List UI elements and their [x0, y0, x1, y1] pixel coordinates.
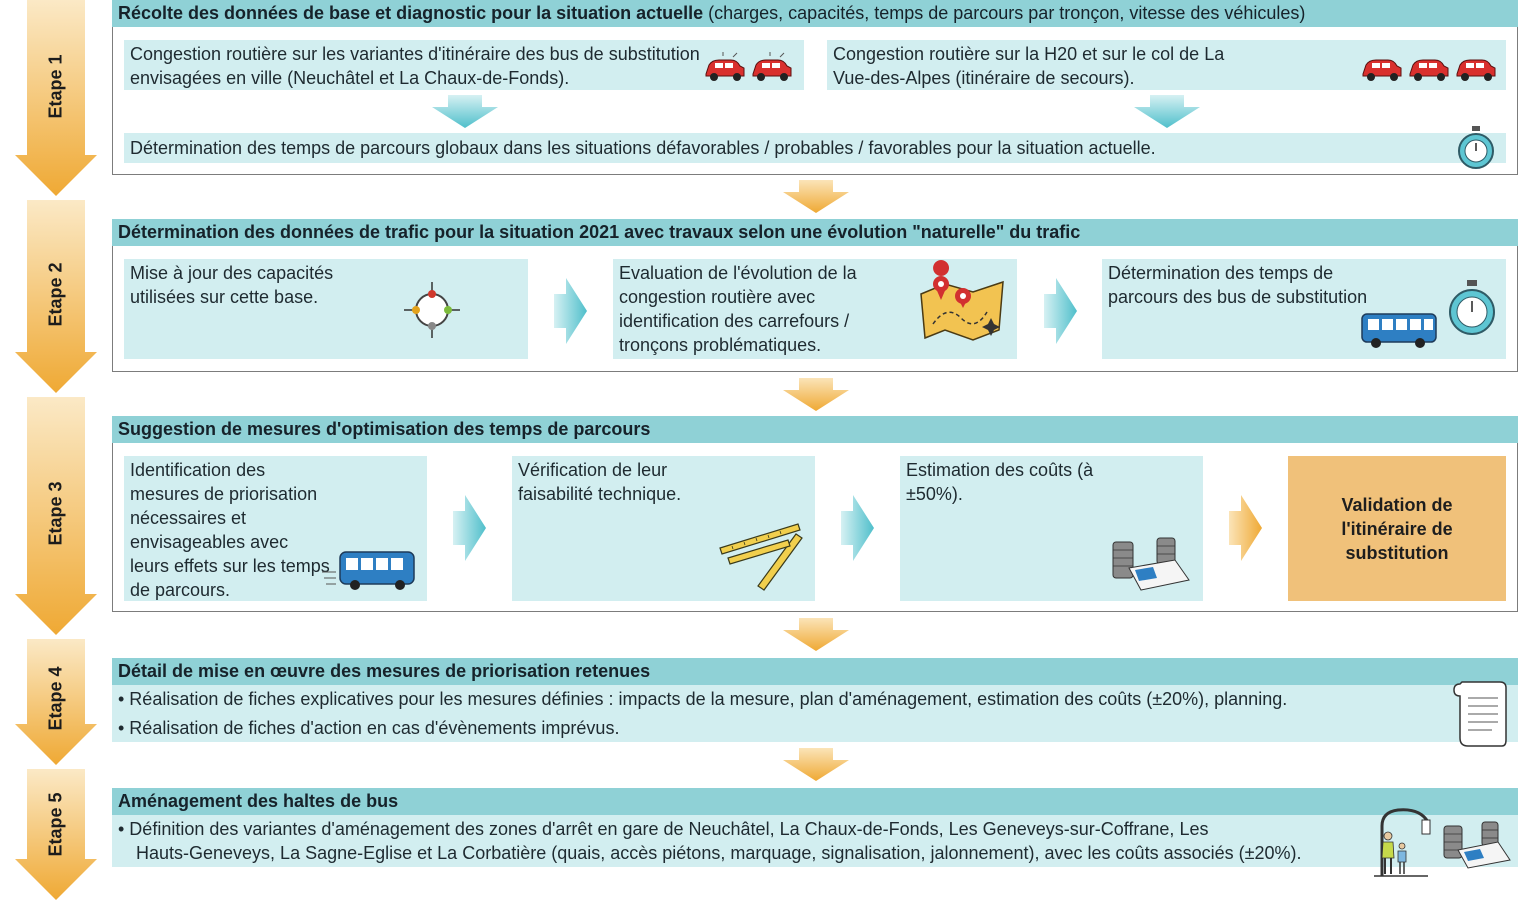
step2-header-text: Détermination des données de trafic pour la situation 2021 avec travaux selon une évolution "naturelle" du trafic [118, 222, 1081, 242]
step2-header [112, 219, 1518, 246]
validation-text: Validation de l'itinéraire de substitution [1341, 494, 1453, 563]
right-arrow-orange [1229, 493, 1263, 563]
step1-box-left [124, 40, 804, 90]
step-connector-arrow [781, 180, 851, 214]
step2-box-1 [124, 259, 528, 359]
right-arrow-teal [1044, 276, 1078, 346]
step-connector-arrow [781, 748, 851, 782]
step3-box-3-text: Estimation des coûts (à ±50%). [906, 460, 1094, 504]
car-icon [1360, 52, 1500, 82]
step3-box-2-text: Vérification de leur faisabilité technique. [518, 460, 682, 504]
coins-icon [1442, 820, 1512, 870]
step1-header-normal: (charges, capacités, temps de parcours par tronçon, vitesse des véhicules) [703, 3, 1306, 23]
step-label-2: Etape 2 [45, 262, 66, 327]
step-connector-arrow [781, 618, 851, 652]
stopwatch-icon [1447, 280, 1497, 336]
step1-box-bottom [124, 133, 1506, 163]
step1-header [112, 0, 1518, 27]
right-arrow-teal [453, 493, 487, 563]
bus-icon [1360, 310, 1440, 350]
step1-box-left-text: Congestion routière sur les variantes d'itinéraire des bus de substitution envisagées en ville (Neuchâtel et La Chaux-de-Fonds). [130, 44, 700, 88]
scroll-icon [1452, 678, 1508, 750]
step4-header [112, 658, 1518, 685]
step5-bullet-1-line-1: • Définition des variantes d'aménagement des zones d'arrêt en gare de Neuchâtel, La Chaux-de-Fonds, Les Geneveys-sur-Coffrane, Les [118, 819, 1209, 839]
right-arrow-teal [841, 493, 875, 563]
step3-box-1-text: Identification des mesures de priorisation nécessaires et envisageables avec leurs effets sur les temps de parcours. [130, 460, 330, 600]
step2-box-3 [1102, 259, 1506, 359]
crosshair-icon [402, 280, 462, 340]
step3-header-text: Suggestion de mesures d'optimisation des temps de parcours [118, 419, 651, 439]
step2-box-1-text: Mise à jour des capacités utilisées sur cette base. [130, 263, 334, 307]
step5-header [112, 788, 1518, 815]
ruler-icon [718, 520, 808, 590]
down-arrow-teal [430, 95, 500, 129]
step4-bullet-2: • Réalisation de fiches d'action en cas d'évènements imprévus. [118, 718, 620, 738]
step-connector-arrow [781, 378, 851, 412]
step4-header-text: Détail de mise en œuvre des mesures de priorisation retenues [118, 661, 651, 681]
step-label-4: Etape 4 [45, 666, 66, 731]
step-label-5: Etape 5 [45, 792, 66, 857]
bus-icon [320, 548, 420, 593]
step4-bullet-1: • Réalisation de fiches explicatives pour les mesures définies : impacts de la mesure, plan d'aménagement, estimation des coûts (±20%), planning. [118, 689, 1288, 709]
validation-box [1288, 456, 1506, 601]
down-arrow-teal [1132, 95, 1202, 129]
step2-box-3-text: Détermination des temps de parcours des bus de substitution [1108, 263, 1368, 307]
step-label-3: Etape 3 [45, 481, 66, 546]
step5-header-text: Aménagement des haltes de bus [118, 791, 399, 811]
step5-bullet-1-line-2: Hauts-Geneveys, La Sagne-Eglise et La Corbatière (quais, accès piétons, marquage, signalisation, jalonnement), avec les coûts associés (±20%). [136, 843, 1302, 863]
car-icon [703, 52, 803, 82]
step1-box-bottom-text: Détermination des temps de parcours globaux dans les situations défavorables / probables / favorables pour la situation actuelle. [130, 138, 1156, 158]
step3-header [112, 416, 1518, 443]
step1-box-right-text: Congestion routière sur la H20 et sur le col de La Vue-des-Alpes (itinéraire de secours). [833, 44, 1225, 88]
step-label-1: Etape 1 [45, 54, 66, 119]
step2-box-2-text: Evaluation de l'évolution de la congestion routière avec identification des carrefours / tronçons problématiques. [619, 263, 857, 355]
stopwatch-icon [1456, 126, 1496, 170]
step1-header-bold: Récolte des données de base et diagnostic pour la situation actuelle [118, 3, 704, 23]
bus-stop-icon [1368, 806, 1434, 878]
coins-icon [1111, 534, 1191, 594]
map-icon [917, 274, 1007, 344]
right-arrow-teal [554, 276, 588, 346]
